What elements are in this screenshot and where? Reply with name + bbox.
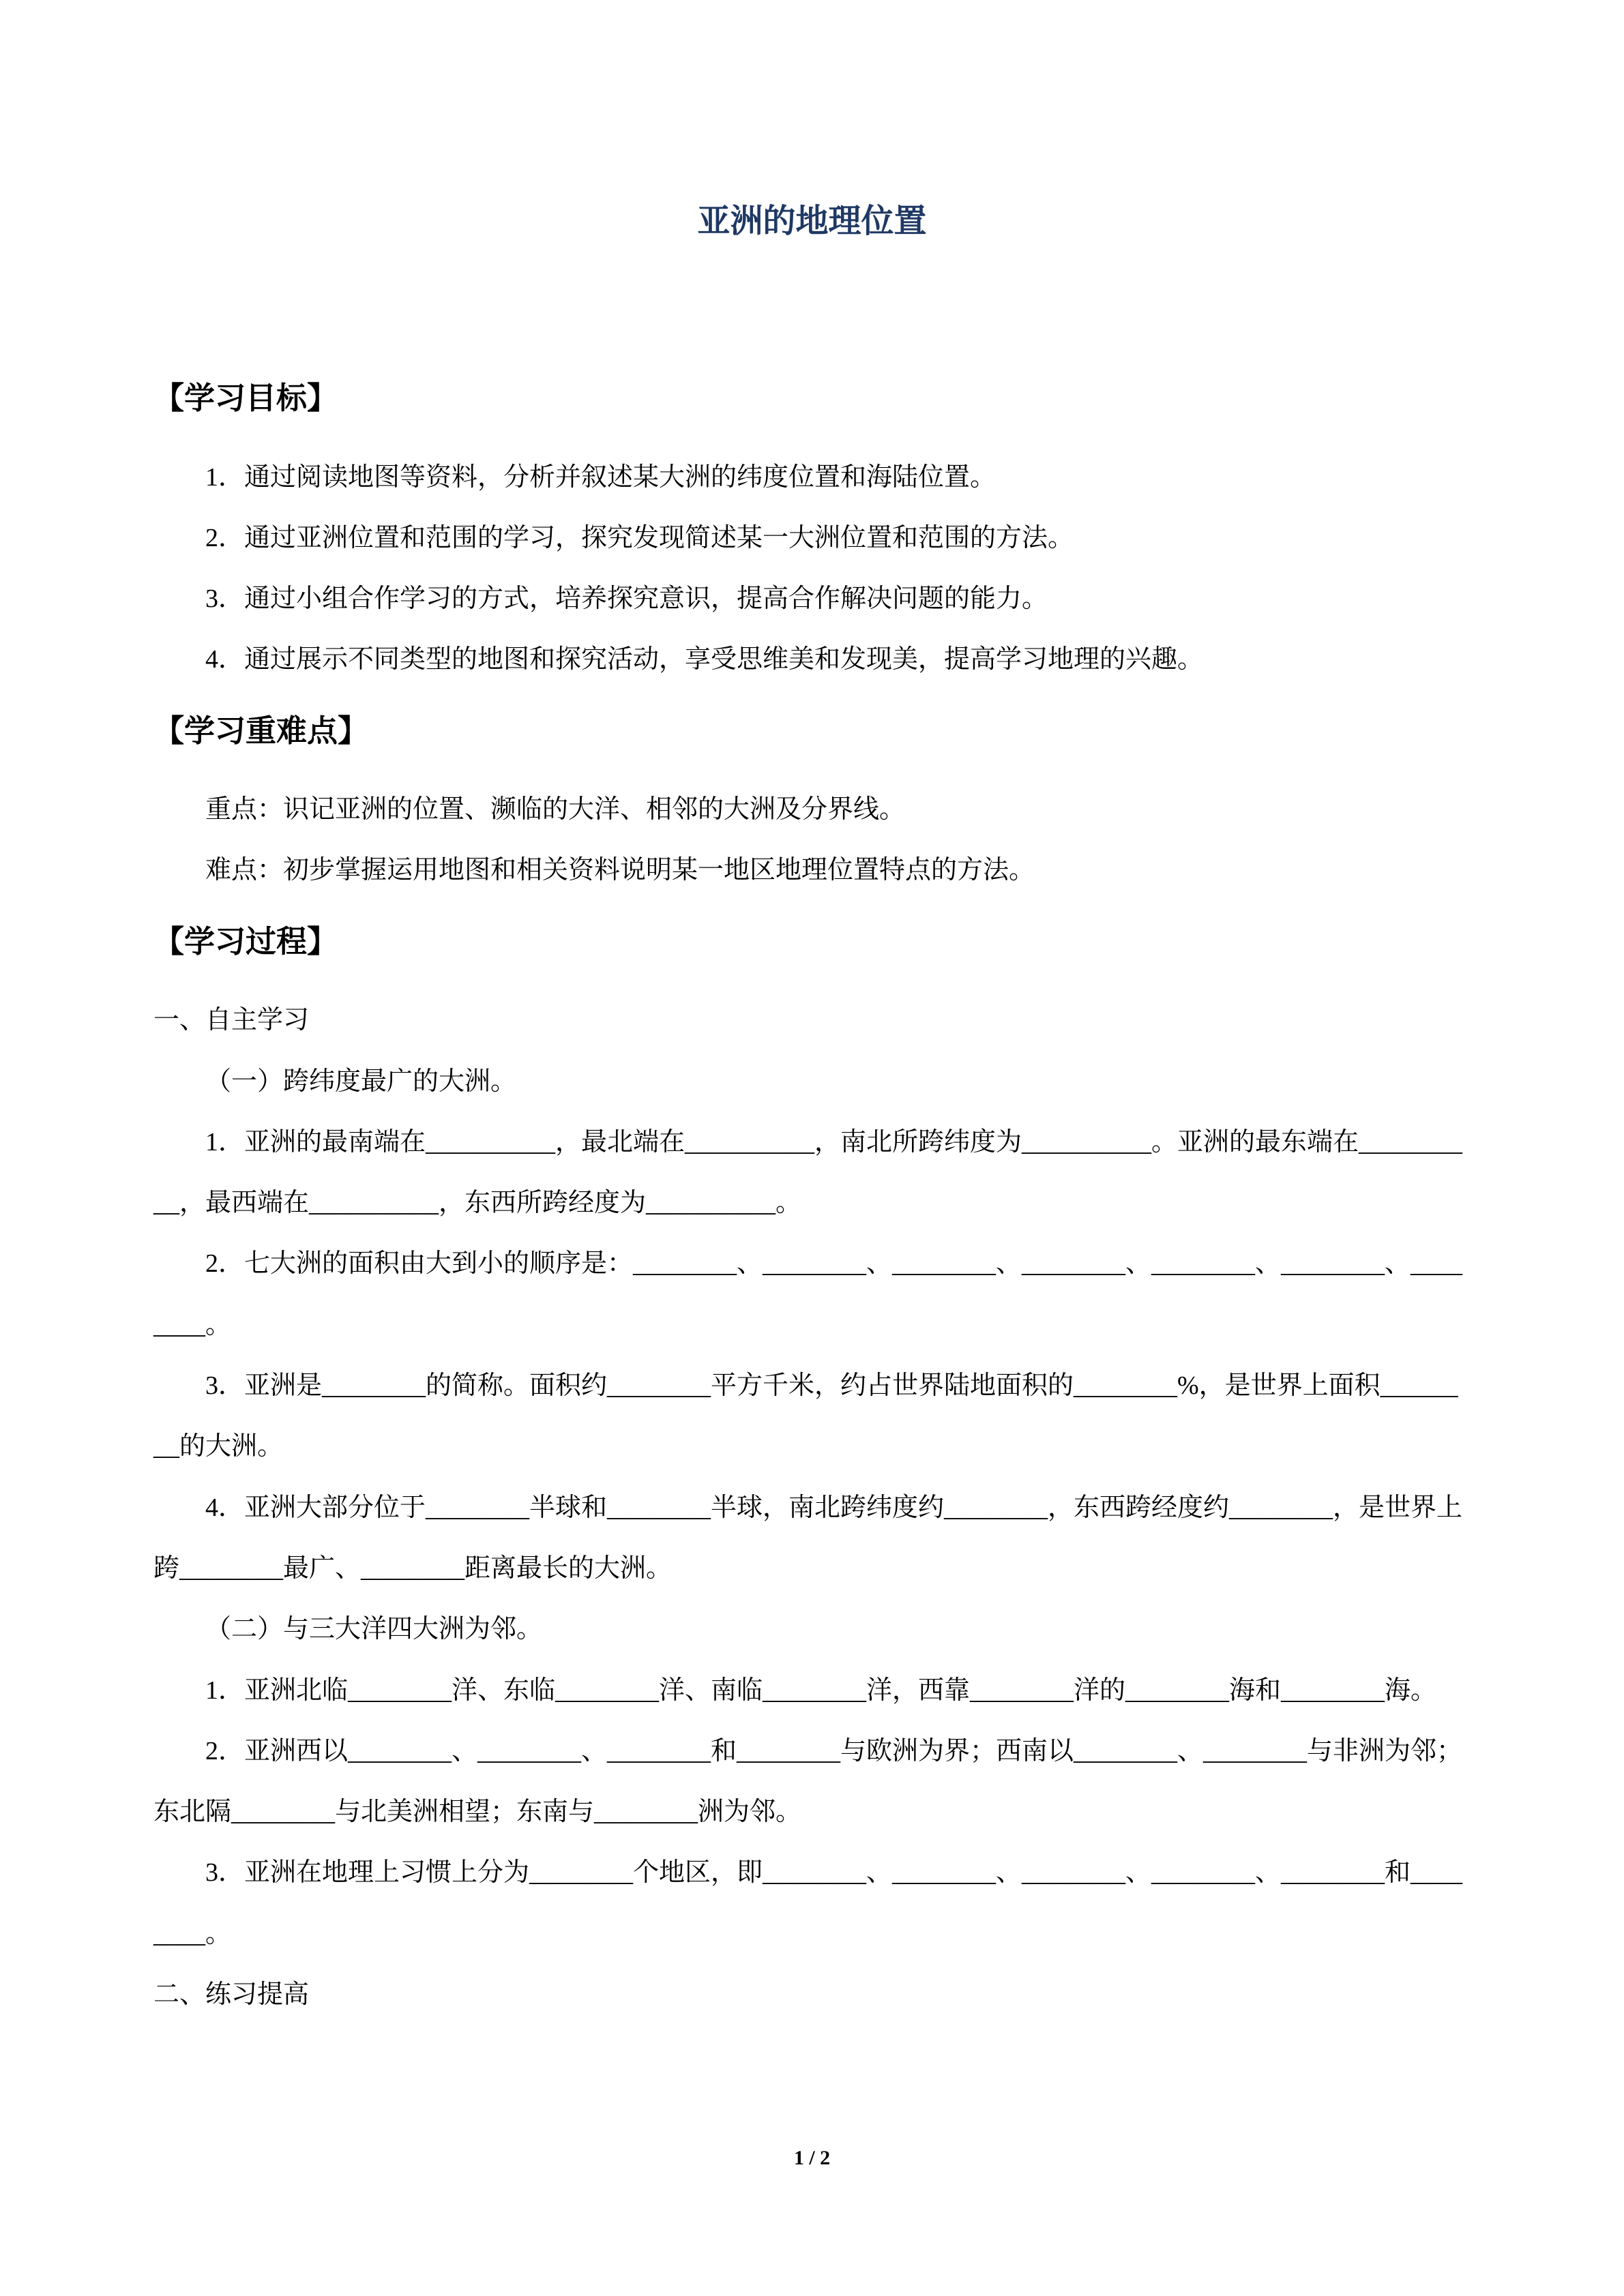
document-title: 亚洲的地理位置 [697,203,927,239]
objective-item-2: 2．通过亚洲位置和范围的学习，探究发现简述某一大洲位置和范围的方法。 [205,523,1074,552]
fill-blank-question-1: 1．亚洲的最南端在__________，最北端在__________，南北所跨纬度为__________。亚洲的最东端在__________，最西端在__________，东西所跨经度为__________。 [153,1127,1463,1218]
objective-item-1: 1．通过阅读地图等资料，分析并叙述某大洲的纬度位置和海陆位置。 [205,462,996,492]
subsection-2-title: （二）与三大洋四大洲为邻。 [205,1615,543,1644]
heading-key-difficult-points: 【学习重难点】 [153,713,369,748]
difficult-point-line: 难点：初步掌握运用地图和相关资料说明某一地区地理位置特点的方法。 [205,856,1035,885]
key-point-line: 重点：识记亚洲的位置、濒临的大洋、相邻的大洲及分界线。 [205,795,906,824]
fill-blank-question-5: 1．亚洲北临________洋、东临________洋、南临________洋，西靠________洋的________海和________海。 [205,1675,1437,1705]
page-number: 1 / 2 [793,2147,831,2169]
part-1-title: 一、自主学习 [153,1006,310,1035]
objective-item-3: 3．通过小组合作学习的方式，培养探究意识，提高合作解决问题的能力。 [205,584,1048,614]
subsection-1-title: （一）跨纬度最广的大洲。 [205,1067,517,1096]
fill-blank-question-6: 2．亚洲西以________、________、________和________与欧洲为界；西南以________、________与非洲为邻；东北隔________与北美洲相望；东南与________洲为邻。 [153,1736,1463,1827]
heading-learning-objectives: 【学习目标】 [153,381,338,415]
fill-blank-question-4: 4．亚洲大部分位于________半球和________半球，南北跨纬度约________，东西跨经度约________，是世界上跨________最广、________距离最长的大洲。 [153,1493,1463,1583]
fill-blank-question-7: 3．亚洲在地理上习惯上分为________个地区，即________、________、________、________、________和________。 [153,1858,1463,1948]
part-2-title: 二、练习提高 [153,1980,310,2010]
objective-item-4: 4．通过展示不同类型的地图和探究活动，享受思维美和发现美，提高学习地理的兴趣。 [205,645,1204,674]
heading-learning-process: 【学习过程】 [153,924,338,959]
fill-blank-question-3: 3．亚洲是________的简称。面积约________平方千米，约占世界陆地面积的________%，是世界上面积________的大洲。 [153,1371,1458,1461]
fill-blank-question-2: 2．七大洲的面积由大到小的顺序是：________、________、________、________、________、________、________。 [153,1249,1463,1339]
